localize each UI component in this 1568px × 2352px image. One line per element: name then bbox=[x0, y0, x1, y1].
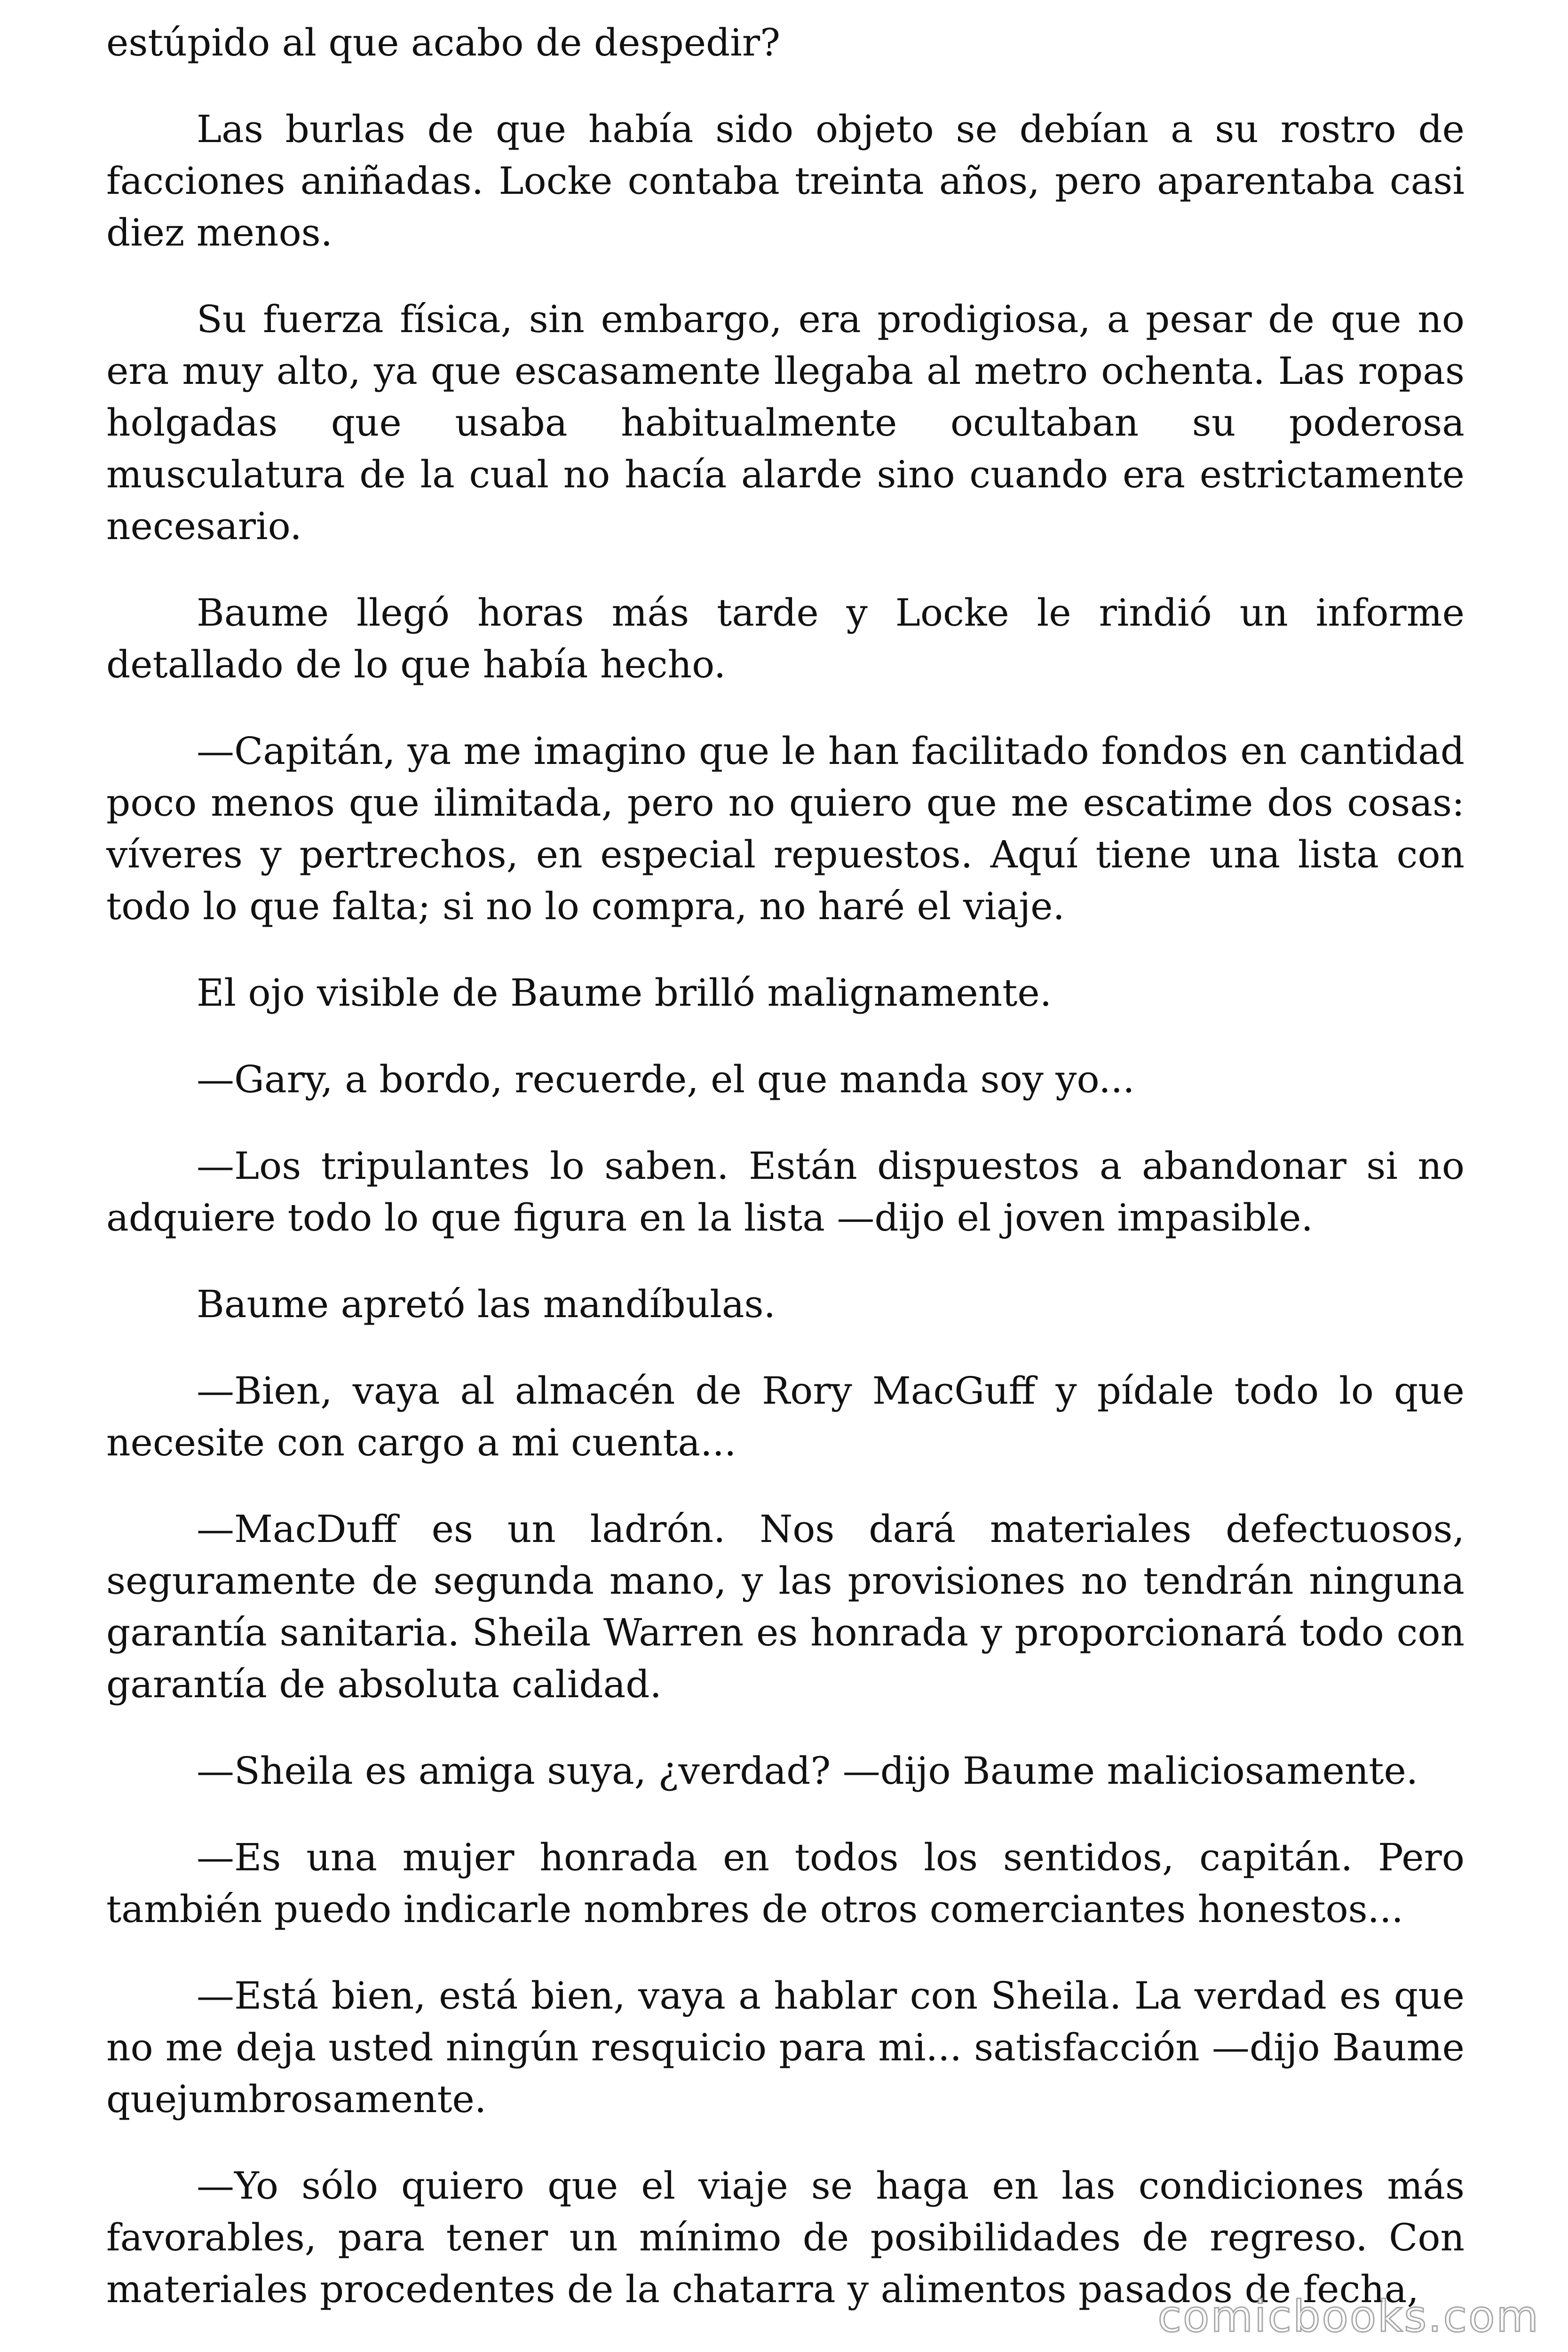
dialogue-paragraph: —Gary, a bordo, recuerde, el que manda soy yo... bbox=[197, 1057, 1135, 1101]
dialogue-paragraph: —Capitán, ya me imagino que le han facilitado fondos en cantidad poco menos que ilimitada, pero no quiero que me escatime dos cosas: víveres y pertrechos, en especial repuestos. Aquí tiene una lista con todo lo que falta; si no lo compra, no haré el viaje. bbox=[106, 729, 1465, 928]
dialogue-paragraph: —Los tripulantes lo saben. Están dispuestos a abandonar si no adquiere todo lo que figura en la lista —dijo el joven impasible. bbox=[106, 1144, 1465, 1240]
dialogue-paragraph: —Está bien, está bien, vaya a hablar con Sheila. La verdad es que no me deja usted ningún resquicio para mi... satisfacción —dijo Baume quejumbrosamente. bbox=[106, 1974, 1465, 2121]
book-page bbox=[106, 17, 1465, 2350]
dialogue-paragraph: —Sheila es amiga suya, ¿verdad? —dijo Baume maliciosamente. bbox=[197, 1749, 1418, 1793]
paragraph: Las burlas de que había sido objeto se debían a su rostro de facciones aniñadas. Locke contaba treinta años, pero aparentaba casi diez menos. bbox=[106, 107, 1465, 254]
paragraph: El ojo visible de Baume brilló malignamente. bbox=[197, 971, 1052, 1015]
paragraph: Su fuerza física, sin embargo, era prodigiosa, a pesar de que no era muy alto, ya que escasamente llegaba al metro ochenta. Las ropas holgadas que usaba habitualmente ocultaban su poderosa musculatura de la cual no hacía alarde sino cuando era estrictamente necesario. bbox=[106, 297, 1465, 548]
dialogue-paragraph: —MacDuff es un ladrón. Nos dará materiales defectuosos, seguramente de segunda mano, y las provisiones no tendrán ninguna garantía sanitaria. Sheila Warren es honrada y proporcionará todo con garantía de absoluta calidad. bbox=[106, 1507, 1465, 1706]
paragraph: Baume llegó horas más tarde y Locke le rindió un informe detallado de lo que había hecho. bbox=[106, 591, 1465, 686]
dialogue-paragraph: —Yo sólo quiero que el viaje se haga en las condiciones más favorables, para tener un mínimo de posibilidades de regreso. Con materiales procedentes de la chatarra y alimentos pasados de fecha, bbox=[106, 2164, 1465, 2311]
dialogue-paragraph: —Bien, vaya al almacén de Rory MacGuff y pídale todo lo que necesite con cargo a mi cuenta... bbox=[106, 1369, 1465, 1464]
paragraph: Baume apretó las mandíbulas. bbox=[197, 1282, 776, 1326]
watermark: comicbooks.com bbox=[1157, 2291, 1540, 2342]
paragraph-continuation: estúpido al que acabo de despedir? bbox=[106, 21, 780, 64]
dialogue-paragraph: —Es una mujer honrada en todos los sentidos, capitán. Pero también puedo indicarle nombres de otros comerciantes honestos... bbox=[106, 1836, 1465, 1931]
